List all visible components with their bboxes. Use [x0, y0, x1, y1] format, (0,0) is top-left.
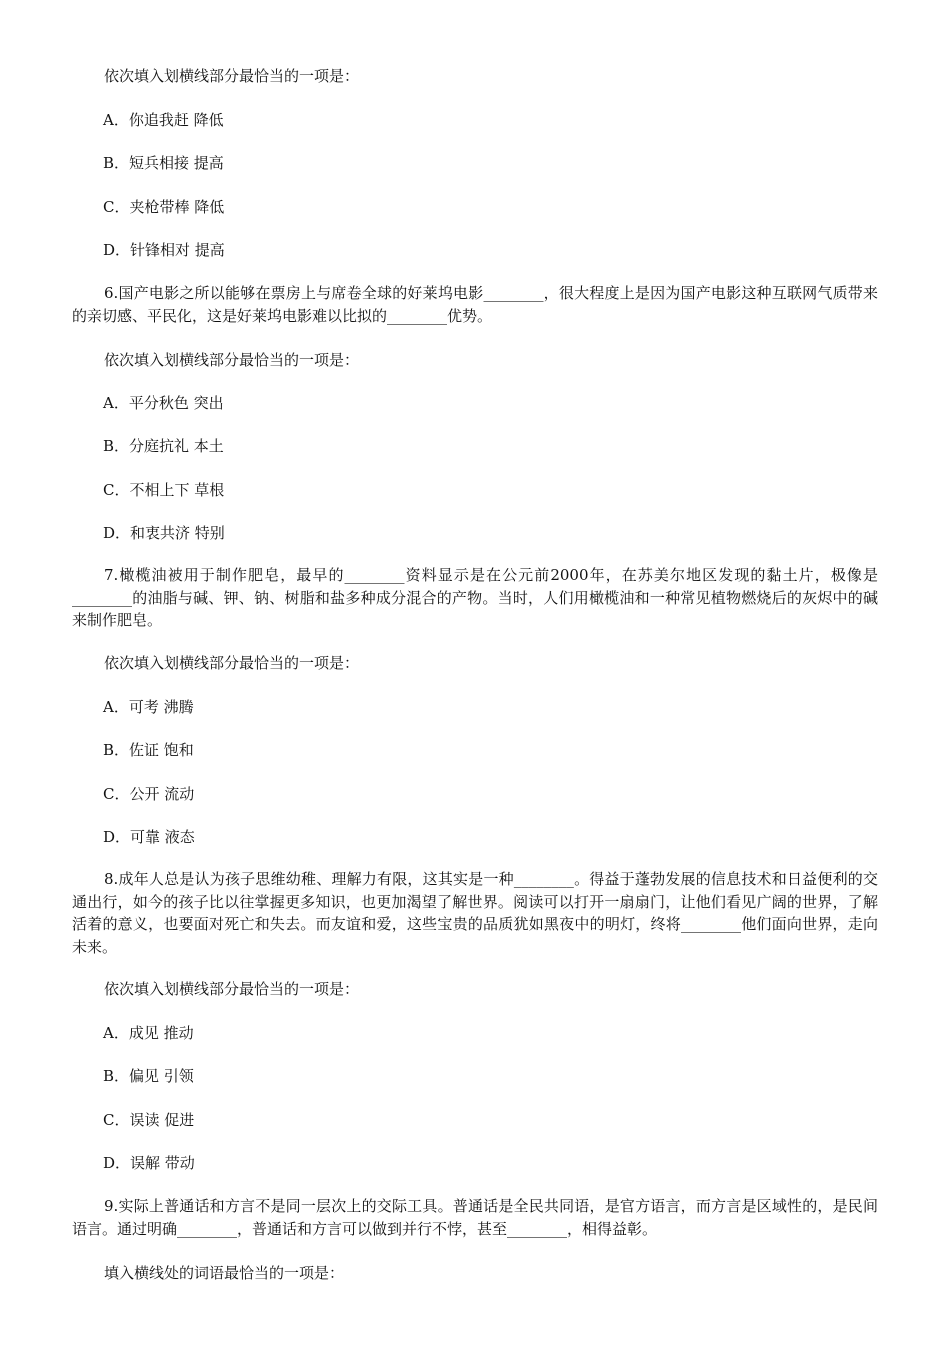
q5-option-c: C．夹枪带棒 降低	[103, 198, 225, 216]
q5-option-b: B．短兵相接 提高	[103, 154, 224, 172]
q9-prompt: 填入横线处的词语最恰当的一项是：	[104, 1264, 345, 1282]
q8-option-d: D．误解 带动	[103, 1154, 195, 1172]
q6-prompt: 依次填入划横线部分最恰当的一项是：	[104, 351, 360, 369]
q8-option-a: A．成见 推动	[103, 1024, 194, 1042]
q7-option-a: A．可考 沸腾	[103, 698, 194, 716]
q7-option-c: C．公开 流动	[103, 785, 195, 803]
q5-option-a: A．你追我赶 降低	[103, 111, 224, 129]
q6-option-a: A．平分秋色 突出	[103, 394, 224, 412]
q5-option-d: D．针锋相对 提高	[103, 241, 225, 259]
q7-option-d: D．可靠 液态	[103, 828, 195, 846]
q9-text: 9.实际上普通话和方言不是同一层次上的交际工具。普通话是全民共同语，是官方语言，而方言是区域性的，是民间语言。通过明确________，普通话和方言可以做到并行不悖，甚至________，相得益彰。	[72, 1197, 878, 1238]
q6-option-d: D．和衷共济 特别	[103, 524, 225, 542]
q7-prompt: 依次填入划横线部分最恰当的一项是：	[104, 654, 360, 672]
q7-option-b: B．佐证 饱和	[103, 741, 194, 759]
q8-prompt: 依次填入划横线部分最恰当的一项是：	[104, 980, 360, 998]
q6-option-b: B．分庭抗礼 本土	[103, 437, 224, 455]
q7-text: 7.橄榄油被用于制作肥皂，最早的________资料显示是在公元前2000年，在苏美尔地区发现的黏土片，极像是________的油脂与碱、钾、钠、树脂和盐多种成分混合的产物。当时，人们用橄榄油和一种常见植物燃烧后的灰烬中的碱来制作肥皂。	[72, 566, 878, 629]
q8-text: 8.成年人总是认为孩子思维幼稚、理解力有限，这其实是一种________。得益于蓬勃发展的信息技术和日益便利的交通出行，如今的孩子比以往掌握更多知识，也更加渴望了解世界。阅读可以打开一扇扇门，让他们看见广阔的世界，了解活着的意义，也要面对死亡和失去。而友谊和爱，这些宝贵的品质犹如黑夜中的明灯，终将________他们面向世界，走向未来。	[72, 870, 878, 956]
q6-option-c: C．不相上下 草根	[103, 481, 225, 499]
q8-option-b: B．偏见 引领	[103, 1067, 194, 1085]
q5-prompt: 依次填入划横线部分最恰当的一项是：	[104, 67, 360, 85]
q6-text: 6.国产电影之所以能够在票房上与席卷全球的好莱坞电影________，很大程度上是因为国产电影这种互联网气质带来的亲切感、平民化，这是好莱坞电影难以比拟的________优势。	[72, 284, 878, 325]
q8-option-c: C．误读 促进	[103, 1111, 195, 1129]
